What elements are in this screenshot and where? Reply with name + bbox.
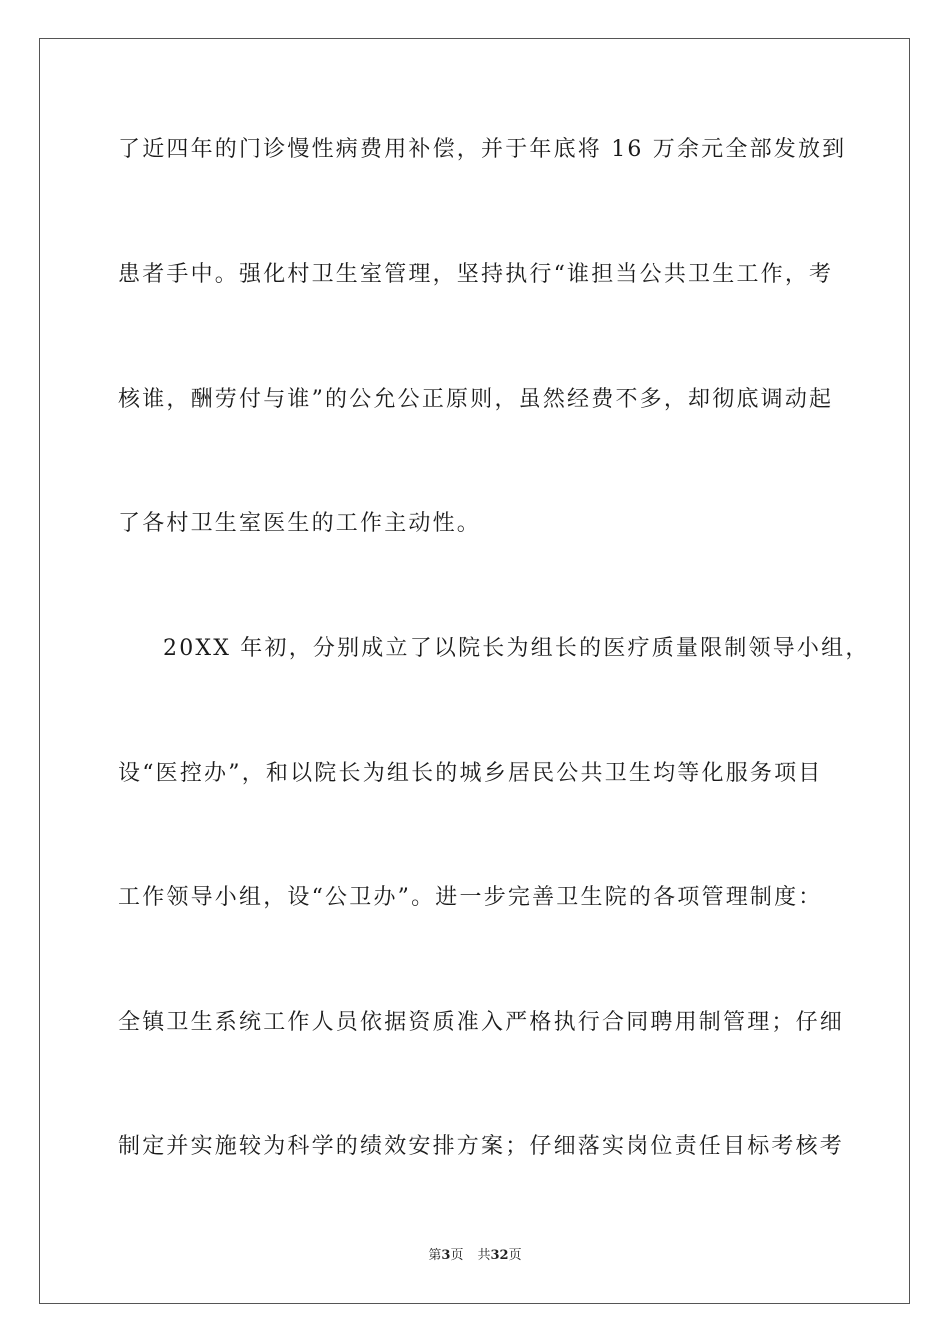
total-prefix: 共 bbox=[477, 1248, 491, 1263]
body-text-line: 设“医控办”，和以院长为组长的城乡居民公共卫生均等化服务项目 bbox=[118, 761, 823, 786]
body-text-line: 了近四年的门诊慢性病费用补偿，并于年底将 16 万余元全部发放到 bbox=[118, 137, 847, 162]
page-prefix: 第 bbox=[428, 1248, 442, 1263]
total-suffix: 页 bbox=[508, 1248, 522, 1263]
body-text-line: 了各村卫生室医生的工作主动性。 bbox=[118, 511, 482, 536]
page-frame bbox=[39, 38, 910, 1304]
body-text-line: 制定并实施较为科学的绩效安排方案；仔细落实岗位责任目标考核考 bbox=[118, 1134, 845, 1159]
page-number: 3 bbox=[441, 1248, 451, 1263]
paragraph-first-line: 20XX 年初，分别成立了以院长为组长的医疗质量限制领导小组， bbox=[163, 636, 870, 661]
page-suffix: 页 bbox=[450, 1248, 464, 1263]
body-text-line: 工作领导小组，设“公卫办”。进一步完善卫生院的各项管理制度： bbox=[118, 885, 823, 910]
body-text-line: 核谁，酬劳付与谁”的公允公正原则，虽然经费不多，却彻底调动起 bbox=[118, 387, 834, 412]
body-text-line: 全镇卫生系统工作人员依据资质准入严格执行合同聘用制管理；仔细 bbox=[118, 1010, 845, 1035]
page-footer bbox=[0, 1247, 950, 1265]
total-pages: 32 bbox=[490, 1248, 509, 1263]
body-text-line: 患者手中。强化村卫生室管理，坚持执行“谁担当公共卫生工作，考 bbox=[118, 262, 834, 287]
